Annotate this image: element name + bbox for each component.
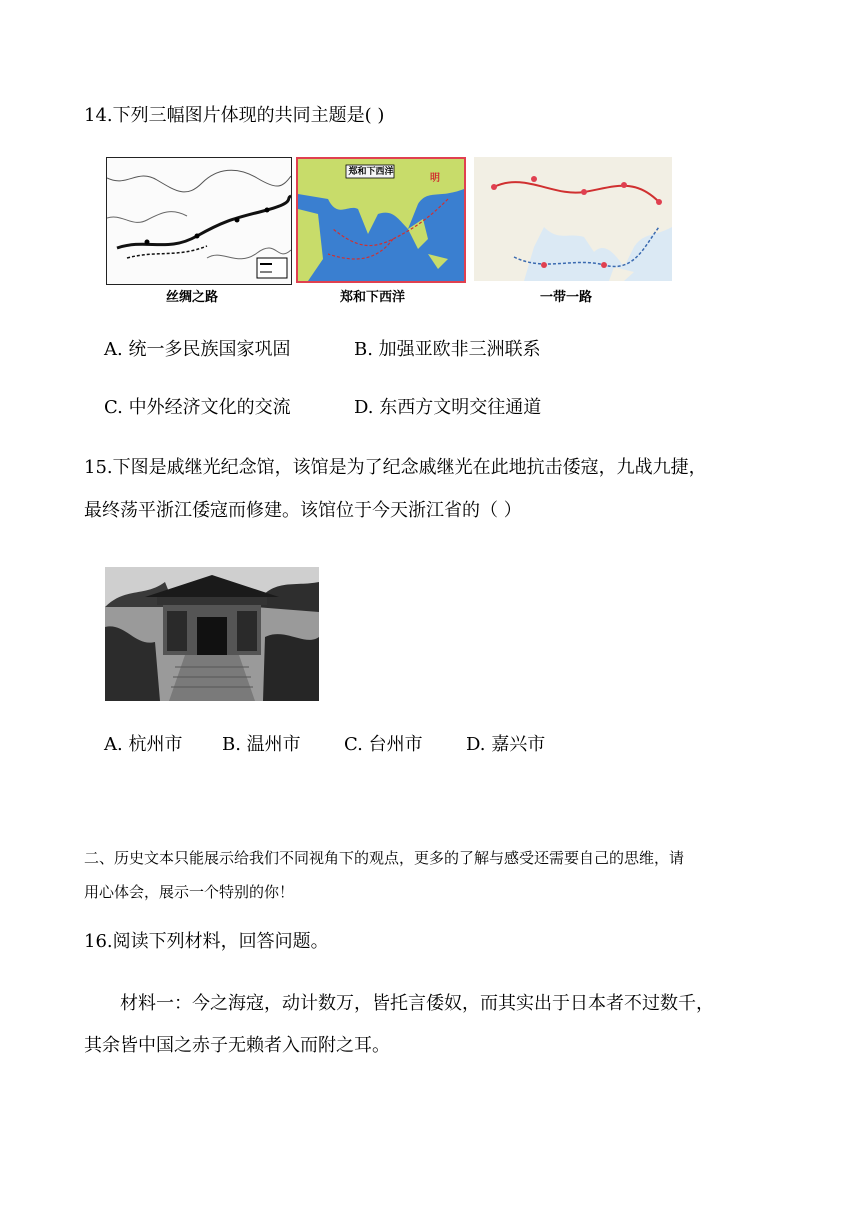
belt-and-road-caption: 一带一路 [540, 290, 593, 305]
q16-stem: 16.阅读下列材料，回答问题。 [84, 931, 329, 952]
section2-heading-line1: 二、历史文本只能展示给我们不同视角下的观点，更多的了解与感受还需要自己的思维，请 [84, 849, 685, 867]
silk-road-caption: 丝绸之路 [166, 290, 219, 305]
q16-material-line2: 其余皆中国之赤子无赖者入而附之耳。 [84, 1035, 390, 1056]
q15-stem-line1: 15.下图是戚继光纪念馆，该馆是为了纪念戚继光在此地抗击倭寇，九战九捷， [84, 457, 707, 478]
q15-option-d[interactable]: D. 嘉兴市 [466, 734, 546, 755]
q15-option-b[interactable]: B. 温州市 [222, 734, 301, 755]
zheng-he-map-label: 明 [430, 173, 440, 184]
q14-option-b[interactable]: B. 加强亚欧非三洲联系 [354, 339, 541, 360]
memorial-hall-photo [105, 567, 319, 701]
q14-option-a[interactable]: A. 统一多民族国家巩固 [104, 339, 291, 360]
zheng-he-voyages-map-image [296, 157, 466, 283]
silk-road-map-image [106, 157, 292, 285]
q14-option-c[interactable]: C. 中外经济文化的交流 [104, 397, 291, 418]
q16-material-line1: 材料一：今之海寇，动计数万，皆托言倭奴，而其实出于日本者不过数千， [120, 993, 714, 1014]
section2-heading-line2: 用心体会，展示一个特别的你！ [84, 883, 295, 901]
q15-option-a[interactable]: A. 杭州市 [104, 734, 183, 755]
q15-stem-line2: 最终荡平浙江倭寇而修建。该馆位于今天浙江省的（ ） [84, 500, 522, 521]
zheng-he-inset-title: 郑和下西洋 [348, 167, 394, 177]
belt-and-road-map-image [474, 157, 672, 281]
q14-option-d[interactable]: D. 东西方文明交往通道 [354, 397, 542, 418]
q14-stem: 14.下列三幅图片体现的共同主题是( ) [84, 105, 385, 126]
zheng-he-caption: 郑和下西洋 [340, 290, 406, 305]
q15-option-c[interactable]: C. 台州市 [344, 734, 423, 755]
